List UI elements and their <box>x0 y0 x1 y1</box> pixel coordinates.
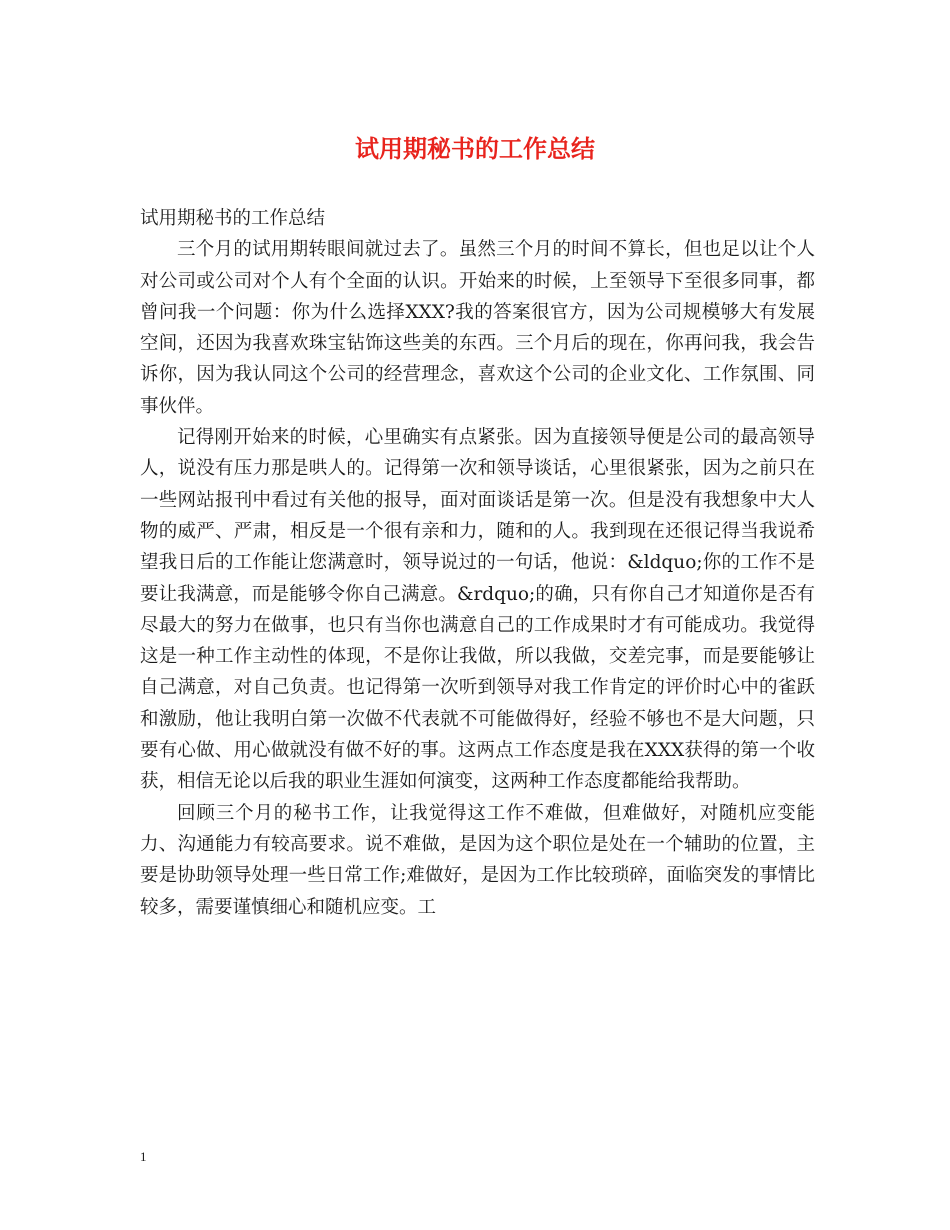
document-body <box>140 203 815 923</box>
paragraph-3: 回顾三个月的秘书工作，让我觉得这工作不难做，但难做好，对随机应变能力、沟通能力有较高要求。说不难做，是因为这个职位是处在一个辅助的位置，主要是协助领导处理一些日常工作;难做好，是因为工作比较琐碎，面临突发的事情比较多，需要谨慎细心和随机应变。工 <box>140 802 815 918</box>
document-subtitle: 试用期秘书的工作总结 <box>140 208 326 229</box>
document-title: 试用期秘书的工作总结 <box>355 134 595 163</box>
paragraph-1: 三个月的试用期转眼间就过去了。虽然三个月的时间不算长，但也足以让个人对公司或公司对个人有个全面的认识。开始来的时候，上至领导下至很多同事，都曾问我一个问题：你为什么选择XXX?我的答案很官方，因为公司规模够大有发展空间，还因为我喜欢珠宝钻饰这些美的东西。三个月后的现在，你再问我，我会告诉你，因为我认同这个公司的经营理念，喜欢这个公司的企业文化、工作氛围、同事伙伴。 <box>140 239 815 417</box>
paragraph-2: 记得刚开始来的时候，心里确实有点紧张。因为直接领导便是公司的最高领导人，说没有压力那是哄人的。记得第一次和领导谈话，心里很紧张，因为之前只在一些网站报刊中看过有关他的报导，面对面谈话是第一次。但是没有我想象中大人物的威严、严肃，相反是一个很有亲和力，随和的人。我到现在还很记得当我说希望我日后的工作能让您满意时，领导说过的一句话，他说：&ldquo;你的工作不是要让我满意，而是能够令你自己满意。&rdquo;的确，只有你自己才知道你是否有尽最大的努力在做事，也只有当你也满意自己的工作成果时才有可能成功。我觉得这是一种工作主动性的体现，不是你让我做，所以我做，交差完事，而是要能够让自己满意，对自己负责。也记得第一次听到领导对我工作肯定的评价时心中的雀跃和激励，他让我明白第一次做不代表就不可能做得好，经验不够也不是大问题，只要有心做、用心做就没有做不好的事。这两点工作态度是我在XXX获得的第一个收获，相信无论以后我的职业生涯如何演变，这两种工作态度都能给我帮助。 <box>140 427 815 793</box>
page-number: 1 <box>140 1149 147 1164</box>
